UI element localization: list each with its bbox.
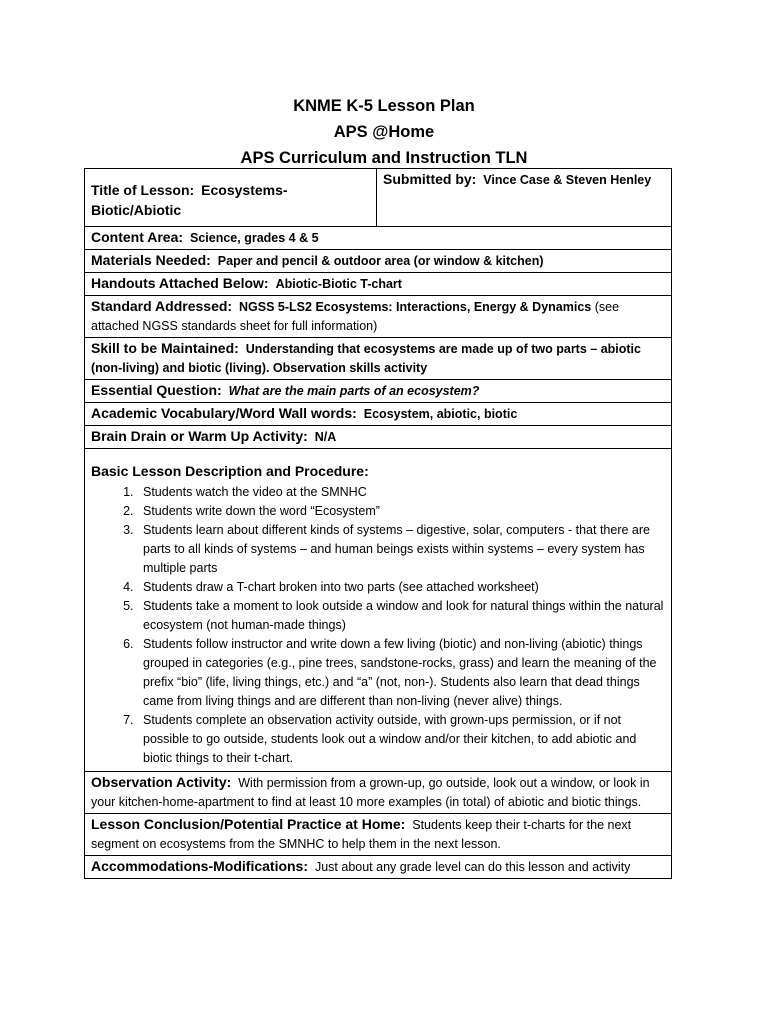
skill-label: Skill to be Maintained: <box>91 340 239 356</box>
warmup-cell <box>85 426 672 449</box>
procedure-step: 3. Students learn about different kinds of systems – digestive, solar, computers - that there are parts to all kinds of systems – and human beings exists within systems – every system has multiple parts <box>137 521 665 578</box>
procedure-cell <box>85 449 672 772</box>
warmup-label: Brain Drain or Warm Up Activity: <box>91 428 308 444</box>
procedure-step: 4. Students draw a T-chart broken into two parts (see attached worksheet) <box>137 578 665 597</box>
handouts-label: Handouts Attached Below: <box>91 275 269 291</box>
materials-row <box>85 250 672 273</box>
document-header <box>0 93 768 171</box>
conclusion-value: Students keep their t-charts for the next segment on ecosystems from the SMNHC to help them in the next lesson. <box>91 818 632 851</box>
conclusion-row <box>85 814 672 856</box>
content-area-cell <box>85 227 672 250</box>
accommodations-row <box>85 856 672 879</box>
procedure-step: 6. Students follow instructor and write down a few living (biotic) and non-living (abiotic) things grouped in categories (e.g., pine trees, sandstone-rocks, grass) and learn the meaning of the prefix “bio” (life, living things, etc.) and “a” (not, non-). Students also learn that dead things came from living things and are different than non-living (never alive) things. <box>137 635 665 711</box>
vocabulary-label: Academic Vocabulary/Word Wall words: <box>91 405 357 421</box>
header-line-1: KNME K-5 Lesson Plan <box>293 97 475 115</box>
submitted-value: Vince Case & Steven Henley <box>483 173 652 187</box>
vocabulary-row <box>85 403 672 426</box>
materials-label: Materials Needed: <box>91 252 211 268</box>
observation-value: With permission from a grown-up, go outside, look out a window, or look in your kitchen-home-apartment to find at least 10 more examples (in total) of abiotic and biotic things. <box>91 776 650 809</box>
standard-value: NGSS 5-LS2 Ecosystems: Interactions, Energy & Dynamics <box>239 300 592 314</box>
procedure-row <box>85 449 672 772</box>
accommodations-value: Just about any grade level can do this lesson and activity <box>314 860 631 874</box>
essential-question-label: Essential Question: <box>91 382 222 398</box>
warmup-row <box>85 426 672 449</box>
content-area-row <box>85 227 672 250</box>
essential-question-cell <box>85 380 672 403</box>
conclusion-label: Lesson Conclusion/Potential Practice at Home: <box>91 816 406 832</box>
vocabulary-value: Ecosystem, abiotic, biotic <box>363 407 518 421</box>
essential-question-row <box>85 380 672 403</box>
procedure-step: 1. Students watch the video at the SMNHC <box>137 483 665 502</box>
submitted-label: Submitted by: <box>383 171 477 187</box>
title-row <box>85 169 672 227</box>
content-area-label: Content Area: <box>91 229 184 245</box>
observation-cell <box>85 772 672 814</box>
skill-cell <box>85 338 672 380</box>
observation-row <box>85 772 672 814</box>
handouts-row <box>85 273 672 296</box>
procedure-step: 5. Students take a moment to look outside a window and look for natural things within the natural ecosystem (not human-made things) <box>137 597 665 635</box>
standard-cell <box>85 296 672 338</box>
materials-value: Paper and pencil & outdoor area (or window & kitchen) <box>217 254 544 268</box>
accommodations-cell <box>85 856 672 879</box>
standard-row <box>85 296 672 338</box>
procedure-step: 2. Students write down the word “Ecosystem” <box>137 502 665 521</box>
standard-note: (see attached NGSS standards sheet for full information) <box>91 300 620 333</box>
skill-value: Understanding that ecosystems are made up of two parts – abiotic (non-living) and biotic (living). Observation skills activity <box>91 342 641 375</box>
vocabulary-cell <box>85 403 672 426</box>
title-cell <box>85 169 377 227</box>
procedure-label: Basic Lesson Description and Procedure: <box>91 463 369 479</box>
handouts-value: Abiotic-Biotic T-chart <box>275 277 402 291</box>
header-line-2: APS @Home <box>333 123 435 141</box>
observation-label: Observation Activity: <box>91 774 232 790</box>
skill-row <box>85 338 672 380</box>
submitted-cell <box>377 169 672 227</box>
content-area-value: Science, grades 4 & 5 <box>190 231 319 245</box>
materials-cell <box>85 250 672 273</box>
procedure-step: 7. Students complete an observation activity outside, with grown-ups permission, or if not possible to go outside, students look out a window and/or their kitchen, to add abiotic and biotic things to their t-chart. <box>137 711 665 768</box>
title-label: Title of Lesson: <box>91 182 195 198</box>
accommodations-label: Accommodations-Modifications: <box>91 858 309 874</box>
standard-label: Standard Addressed: <box>91 298 233 314</box>
conclusion-cell <box>85 814 672 856</box>
title-value: Ecosystems-Biotic/Abiotic <box>91 182 288 218</box>
lesson-plan-table <box>84 168 672 879</box>
procedure-steps <box>91 483 665 768</box>
essential-question-value: What are the main parts of an ecosystem? <box>228 384 480 398</box>
header-line-3: APS Curriculum and Instruction TLN <box>240 149 528 167</box>
warmup-value: N/A <box>314 430 337 444</box>
handouts-cell <box>85 273 672 296</box>
